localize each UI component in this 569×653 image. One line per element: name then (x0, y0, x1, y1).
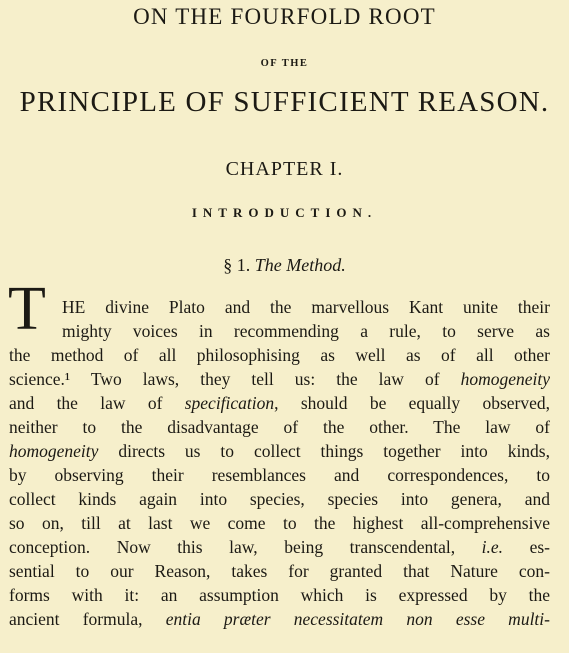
italic-text: homogeneity (9, 441, 99, 461)
section-number: § 1. (223, 255, 251, 275)
text-run: HE divine Plato and the marvellous Kant unite their (62, 297, 550, 317)
text-line (9, 345, 550, 365)
drop-cap: T (8, 275, 46, 343)
text-run: directs us to collect things together into kinds, (98, 441, 550, 461)
title-connector: OF THE (260, 58, 309, 69)
chapter-subheading: INTRODUCTION. (191, 205, 378, 220)
text-line (9, 585, 550, 605)
text-line (9, 537, 550, 557)
text-run: , should be equally observed, (274, 393, 550, 413)
text-run: collect kinds again into species, species into genera, and (9, 489, 550, 509)
text-line (9, 489, 550, 509)
text-line (9, 369, 550, 389)
text-line (9, 609, 550, 629)
text-line (9, 513, 550, 533)
text-run: and the law of (9, 393, 185, 413)
text-line (9, 561, 550, 581)
chapter-heading: CHAPTER I. (225, 158, 344, 180)
italic-text: homogeneity (460, 369, 550, 389)
text-line (9, 465, 550, 485)
text-run: sential to our Reason, takes for granted that Nature con- (9, 561, 550, 581)
text-run: by observing their resemblances and correspondences, to (9, 465, 550, 485)
text-line (9, 417, 550, 437)
text-run: ancient formula, (9, 609, 166, 629)
text-line (9, 441, 550, 461)
text-run: conception. Now this law, being transcendental, (9, 537, 482, 557)
italic-text: i.e. (481, 537, 504, 557)
italic-text: specification (184, 393, 275, 413)
section-heading (0, 255, 569, 276)
text-run: forms with it: an assumption which is expressed by the (9, 585, 550, 605)
title-line-1: ON THE FOURFOLD ROOT (133, 4, 436, 29)
text-line (62, 297, 550, 317)
title-line-2: PRINCIPLE OF SUFFICIENT REASON. (19, 86, 550, 118)
text-run: the method of all philosophising as well as of all other (9, 345, 550, 365)
italic-text: entia præter necessitatem non esse multi- (165, 609, 550, 629)
text-run: es- (503, 537, 550, 557)
text-run: science.¹ Two laws, they tell us: the law of (9, 369, 461, 389)
text-line (9, 393, 550, 413)
section-title: The Method. (254, 255, 346, 275)
text-line (62, 321, 550, 341)
text-run: so on, till at last we come to the highest all-comprehensive (9, 513, 550, 533)
text-run: neither to the disadvantage of the other. The law of (9, 417, 550, 437)
text-run: mighty voices in recommending a rule, to serve as (62, 321, 550, 341)
